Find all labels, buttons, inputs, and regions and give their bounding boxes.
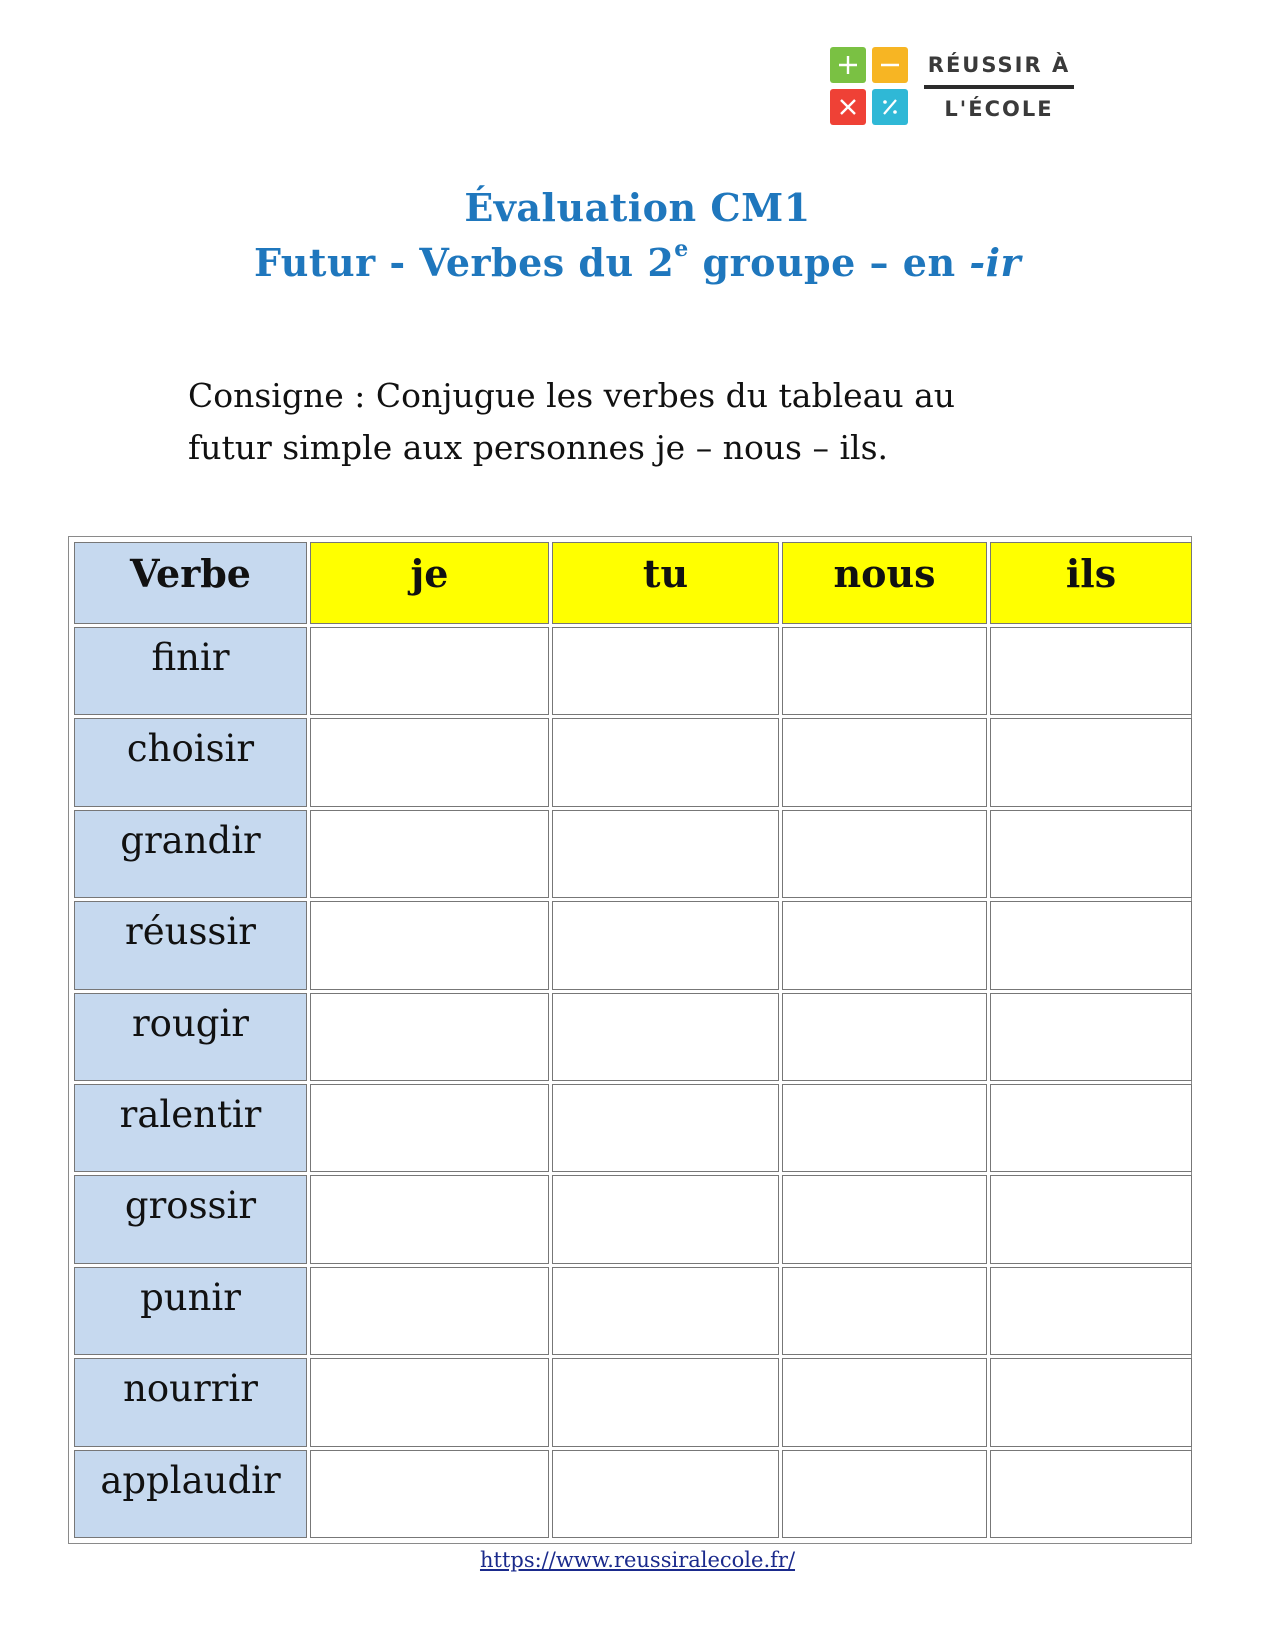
answer-cell-ils[interactable]	[990, 901, 1192, 989]
answer-cell-je[interactable]	[310, 1358, 549, 1446]
table-row	[74, 718, 1192, 806]
answer-cell-ils[interactable]	[990, 810, 1192, 898]
answer-cell-je[interactable]	[310, 810, 549, 898]
answer-cell-tu[interactable]	[552, 1267, 779, 1355]
verb-cell: choisir	[74, 718, 307, 806]
header-nous: nous	[782, 542, 987, 624]
answer-cell-ils[interactable]	[990, 627, 1192, 715]
answer-cell-ils[interactable]	[990, 1450, 1192, 1538]
answer-cell-nous[interactable]	[782, 1450, 987, 1538]
subtitle-superscript: e	[674, 236, 689, 262]
answer-cell-tu[interactable]	[552, 810, 779, 898]
percent-icon	[872, 89, 908, 125]
subtitle-mid: groupe – en	[688, 240, 970, 285]
page-subtitle	[0, 236, 1275, 285]
minus-icon	[872, 47, 908, 83]
header-je: je	[310, 542, 549, 624]
answer-cell-nous[interactable]	[782, 993, 987, 1081]
answer-cell-tu[interactable]	[552, 993, 779, 1081]
table-row	[74, 1358, 1192, 1446]
subtitle-pre: Futur - Verbes du 2	[253, 240, 675, 285]
answer-cell-nous[interactable]	[782, 810, 987, 898]
header-verbe: Verbe	[74, 542, 307, 624]
answer-cell-tu[interactable]	[552, 901, 779, 989]
header-tu: tu	[552, 542, 779, 624]
plus-icon	[830, 47, 866, 83]
answer-cell-je[interactable]	[310, 627, 549, 715]
page-title: Évaluation CM1	[464, 185, 811, 230]
answer-cell-nous[interactable]	[782, 627, 987, 715]
answer-cell-tu[interactable]	[552, 627, 779, 715]
answer-cell-tu[interactable]	[552, 1175, 779, 1263]
table-row	[74, 627, 1192, 715]
answer-cell-nous[interactable]	[782, 1175, 987, 1263]
answer-cell-ils[interactable]	[990, 1084, 1192, 1172]
answer-cell-tu[interactable]	[552, 1084, 779, 1172]
answer-cell-ils[interactable]	[990, 1175, 1192, 1263]
footer	[0, 1548, 1275, 1572]
table-row	[74, 1267, 1192, 1355]
conjugation-table-frame	[68, 536, 1192, 1544]
answer-cell-je[interactable]	[310, 901, 549, 989]
answer-cell-je[interactable]	[310, 1175, 549, 1263]
conjugation-table	[71, 539, 1195, 1541]
instruction-text: Consigne : Conjugue les verbes du tableau au futur simple aux personnes je – nous – ils.	[188, 376, 956, 467]
answer-cell-ils[interactable]	[990, 1358, 1192, 1446]
verb-cell: grandir	[74, 810, 307, 898]
logo-line1: RÉUSSIR À	[927, 53, 1071, 77]
site-logo	[830, 47, 1080, 127]
table-row	[74, 1450, 1192, 1538]
table-header-row	[74, 542, 1192, 624]
answer-cell-je[interactable]	[310, 1267, 549, 1355]
logo-tiles	[830, 47, 912, 129]
answer-cell-je[interactable]	[310, 718, 549, 806]
table-row	[74, 993, 1192, 1081]
answer-cell-nous[interactable]	[782, 901, 987, 989]
answer-cell-je[interactable]	[310, 993, 549, 1081]
table-row	[74, 901, 1192, 989]
answer-cell-tu[interactable]	[552, 718, 779, 806]
table-row	[74, 810, 1192, 898]
answer-cell-nous[interactable]	[782, 718, 987, 806]
answer-cell-nous[interactable]	[782, 1267, 987, 1355]
answer-cell-nous[interactable]	[782, 1084, 987, 1172]
verb-cell: applaudir	[74, 1450, 307, 1538]
answer-cell-je[interactable]	[310, 1084, 549, 1172]
answer-cell-tu[interactable]	[552, 1358, 779, 1446]
verb-cell: nourrir	[74, 1358, 307, 1446]
header-ils: ils	[990, 542, 1192, 624]
answer-cell-je[interactable]	[310, 1450, 549, 1538]
subtitle-italic: -ir	[969, 240, 1022, 285]
answer-cell-ils[interactable]	[990, 993, 1192, 1081]
answer-cell-nous[interactable]	[782, 1358, 987, 1446]
logo-line2: L'ÉCOLE	[944, 97, 1054, 121]
times-icon	[830, 89, 866, 125]
logo-brand	[924, 47, 1074, 129]
verb-cell: ralentir	[74, 1084, 307, 1172]
website-link[interactable]: https://www.reussiralecole.fr/	[479, 1548, 796, 1572]
table-row	[74, 1175, 1192, 1263]
table-row	[74, 1084, 1192, 1172]
answer-cell-ils[interactable]	[990, 718, 1192, 806]
verb-cell: punir	[74, 1267, 307, 1355]
answer-cell-ils[interactable]	[990, 1267, 1192, 1355]
verb-cell: finir	[74, 627, 307, 715]
verb-cell: rougir	[74, 993, 307, 1081]
answer-cell-tu[interactable]	[552, 1450, 779, 1538]
logo-divider	[924, 85, 1074, 89]
verb-cell: réussir	[74, 901, 307, 989]
verb-cell: grossir	[74, 1175, 307, 1263]
